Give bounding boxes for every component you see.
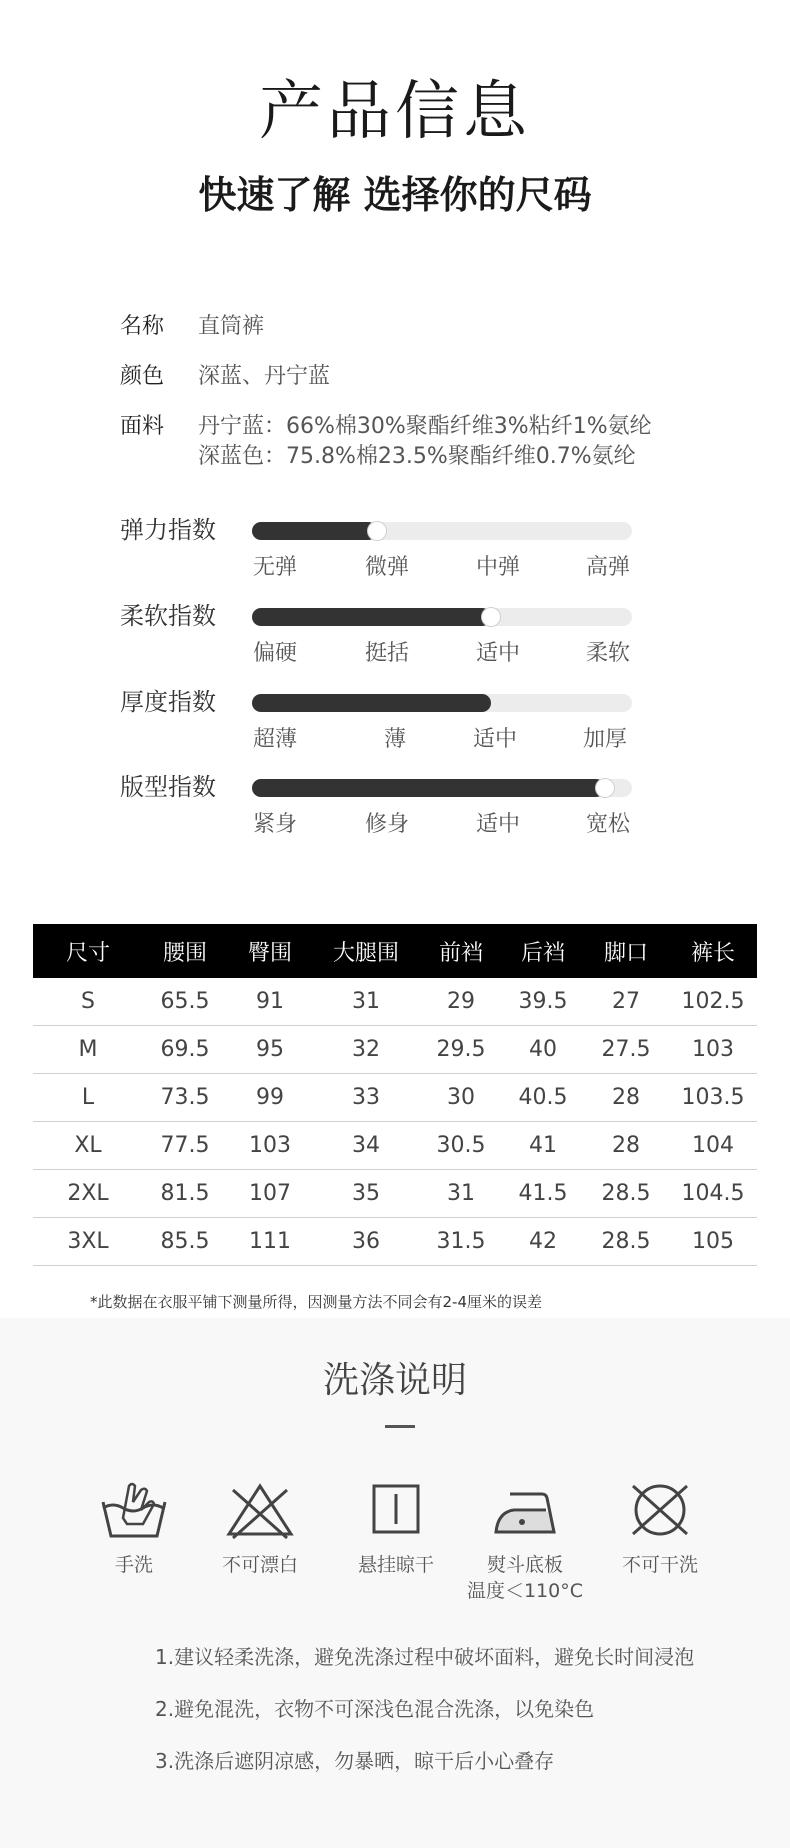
table-cell: 28 <box>583 1074 669 1122</box>
table-cell: 33 <box>313 1074 419 1122</box>
scale-label: 无弹 <box>252 555 297 580</box>
table-cell: 41 <box>503 1122 583 1170</box>
table-cell: 103.5 <box>669 1074 757 1122</box>
table-cell: 69.5 <box>143 1026 227 1074</box>
table-cell: 42 <box>503 1218 583 1266</box>
care-symbol-iron <box>465 1480 585 1604</box>
scale-label: 薄 <box>383 727 406 752</box>
table-cell: 103 <box>227 1122 313 1170</box>
scale-label: 柔软 <box>585 641 630 666</box>
table-cell: 103 <box>669 1026 757 1074</box>
table-cell: 30.5 <box>419 1122 503 1170</box>
hang-dry-icon <box>361 1480 431 1540</box>
table-cell: 31.5 <box>419 1218 503 1266</box>
wash-instruction: 2.避免混洗，衣物不可深浅色混合洗涤，以免染色 <box>155 1697 595 1721</box>
index-fill <box>252 608 491 626</box>
table-cell: S <box>33 978 143 1026</box>
table-row <box>33 1026 757 1074</box>
info-fabric-line-2: 深蓝色：75.8%棉23.5%聚酯纤维0.7%氨纶 <box>198 444 636 469</box>
table-cell: 73.5 <box>143 1074 227 1122</box>
scale-label: 修身 <box>364 812 409 837</box>
table-cell: 31 <box>313 978 419 1026</box>
table-cell: 107 <box>227 1170 313 1218</box>
column-header: 前裆 <box>419 924 503 978</box>
care-symbol-hand-wash <box>74 1480 194 1578</box>
care-label: 不可干洗 <box>621 1554 698 1576</box>
table-cell: 29.5 <box>419 1026 503 1074</box>
table-cell: 32 <box>313 1026 419 1074</box>
info-fabric-row <box>120 412 198 442</box>
table-cell: 95 <box>227 1026 313 1074</box>
table-cell: 28.5 <box>583 1218 669 1266</box>
column-header: 脚口 <box>583 924 669 978</box>
table-cell: 29 <box>419 978 503 1026</box>
care-label-secondary: 温度＜110°C <box>466 1580 584 1602</box>
table-cell: XL <box>33 1122 143 1170</box>
index-knob <box>596 779 614 797</box>
table-row <box>33 978 757 1026</box>
table-cell: 41.5 <box>503 1170 583 1218</box>
table-cell: 3XL <box>33 1218 143 1266</box>
index-fill <box>252 779 605 797</box>
info-fabric-line-1: 丹宁蓝：66%棉30%聚酯纤维3%粘纤1%氨纶 <box>198 414 652 439</box>
index-label: 弹力指数 <box>120 516 216 544</box>
table-header-row <box>33 924 757 978</box>
wash-instruction: 1.建议轻柔洗涤，避免洗涤过程中破坏面料，避免长时间浸泡 <box>155 1645 695 1669</box>
table-cell: M <box>33 1026 143 1074</box>
index-scale <box>230 725 656 755</box>
measurement-note: *此数据在衣服平铺下测量所得，因测量方法不同会有2-4厘米的误差 <box>90 1293 543 1311</box>
table-cell: 39.5 <box>503 978 583 1026</box>
table-cell: 105 <box>669 1218 757 1266</box>
table-cell: 102.5 <box>669 978 757 1026</box>
table-cell: 81.5 <box>143 1170 227 1218</box>
index-fill <box>252 694 491 712</box>
column-header: 臀围 <box>227 924 313 978</box>
table-row <box>33 1074 757 1122</box>
info-name-row <box>120 312 264 342</box>
index-track <box>252 779 632 797</box>
info-color-label: 颜色 <box>120 364 165 389</box>
scale-label: 适中 <box>475 641 520 666</box>
iron-icon <box>490 1480 560 1540</box>
scale-label: 紧身 <box>252 812 297 837</box>
index-scale <box>230 553 656 583</box>
index-track <box>252 608 632 626</box>
index-scale <box>230 810 656 840</box>
table-row <box>33 1218 757 1266</box>
care-label: 熨斗底板 <box>486 1554 563 1576</box>
care-label: 手洗 <box>114 1554 153 1576</box>
table-cell: 30 <box>419 1074 503 1122</box>
table-cell: 28 <box>583 1122 669 1170</box>
scale-label: 高弹 <box>585 555 630 580</box>
table-cell: 40.5 <box>503 1074 583 1122</box>
table-cell: 35 <box>313 1170 419 1218</box>
table-cell: 111 <box>227 1218 313 1266</box>
care-symbol-no-bleach <box>200 1480 320 1578</box>
table-cell: 31 <box>419 1170 503 1218</box>
care-symbol-hang-dry <box>336 1480 456 1578</box>
size-table <box>33 924 757 1266</box>
info-fabric-label: 面料 <box>120 414 165 439</box>
hand-wash-icon <box>99 1480 169 1540</box>
scale-label: 偏硬 <box>252 641 297 666</box>
index-knob <box>482 608 500 626</box>
scale-label: 挺括 <box>364 641 409 666</box>
info-color-value: 深蓝、丹宁蓝 <box>198 364 331 389</box>
index-scale <box>230 639 656 669</box>
table-cell: 99 <box>227 1074 313 1122</box>
table-cell: 65.5 <box>143 978 227 1026</box>
table-cell: 36 <box>313 1218 419 1266</box>
index-fill <box>252 522 377 540</box>
no-dry-clean-icon <box>625 1480 695 1540</box>
table-row <box>33 1122 757 1170</box>
table-cell: 77.5 <box>143 1122 227 1170</box>
page-subtitle: 快速了解 选择你的尺码 <box>198 173 592 217</box>
index-label: 柔软指数 <box>120 602 216 630</box>
no-bleach-icon <box>225 1480 295 1540</box>
table-cell: 34 <box>313 1122 419 1170</box>
scale-label: 适中 <box>472 727 517 752</box>
column-header: 后裆 <box>503 924 583 978</box>
table-cell: 28.5 <box>583 1170 669 1218</box>
table-row <box>33 1170 757 1218</box>
scale-label: 宽松 <box>585 812 630 837</box>
wash-title: 洗涤说明 <box>322 1360 467 1401</box>
info-color-row <box>120 362 330 392</box>
care-symbol-no-dry-clean <box>600 1480 720 1578</box>
table-cell: 85.5 <box>143 1218 227 1266</box>
wash-instruction: 3.洗涤后遮阴凉感，勿暴晒，晾干后小心叠存 <box>155 1749 555 1773</box>
table-cell: 27 <box>583 978 669 1026</box>
table-cell: 2XL <box>33 1170 143 1218</box>
index-track <box>252 522 632 540</box>
index-track <box>252 694 632 712</box>
table-cell: 104 <box>669 1122 757 1170</box>
scale-label: 适中 <box>475 812 520 837</box>
table-cell: 91 <box>227 978 313 1026</box>
column-header: 腰围 <box>143 924 227 978</box>
scale-label: 微弹 <box>364 555 409 580</box>
column-header: 大腿围 <box>313 924 419 978</box>
scale-label: 超薄 <box>252 727 297 752</box>
table-cell: 40 <box>503 1026 583 1074</box>
index-label: 厚度指数 <box>120 688 216 716</box>
index-knob <box>368 522 386 540</box>
scale-label: 中弹 <box>475 555 520 580</box>
index-label: 版型指数 <box>120 773 216 801</box>
info-name-value: 直筒裤 <box>198 314 265 339</box>
table-cell: L <box>33 1074 143 1122</box>
table-cell: 27.5 <box>583 1026 669 1074</box>
page-title: 产品信息 <box>259 75 531 149</box>
table-cell: 104.5 <box>669 1170 757 1218</box>
care-label: 不可漂白 <box>221 1554 298 1576</box>
info-name-label: 名称 <box>120 314 165 339</box>
column-header: 尺寸 <box>33 924 143 978</box>
care-label: 悬挂晾干 <box>357 1554 434 1576</box>
scale-label: 加厚 <box>582 727 627 752</box>
wash-title-divider <box>385 1425 415 1428</box>
column-header: 裤长 <box>669 924 757 978</box>
